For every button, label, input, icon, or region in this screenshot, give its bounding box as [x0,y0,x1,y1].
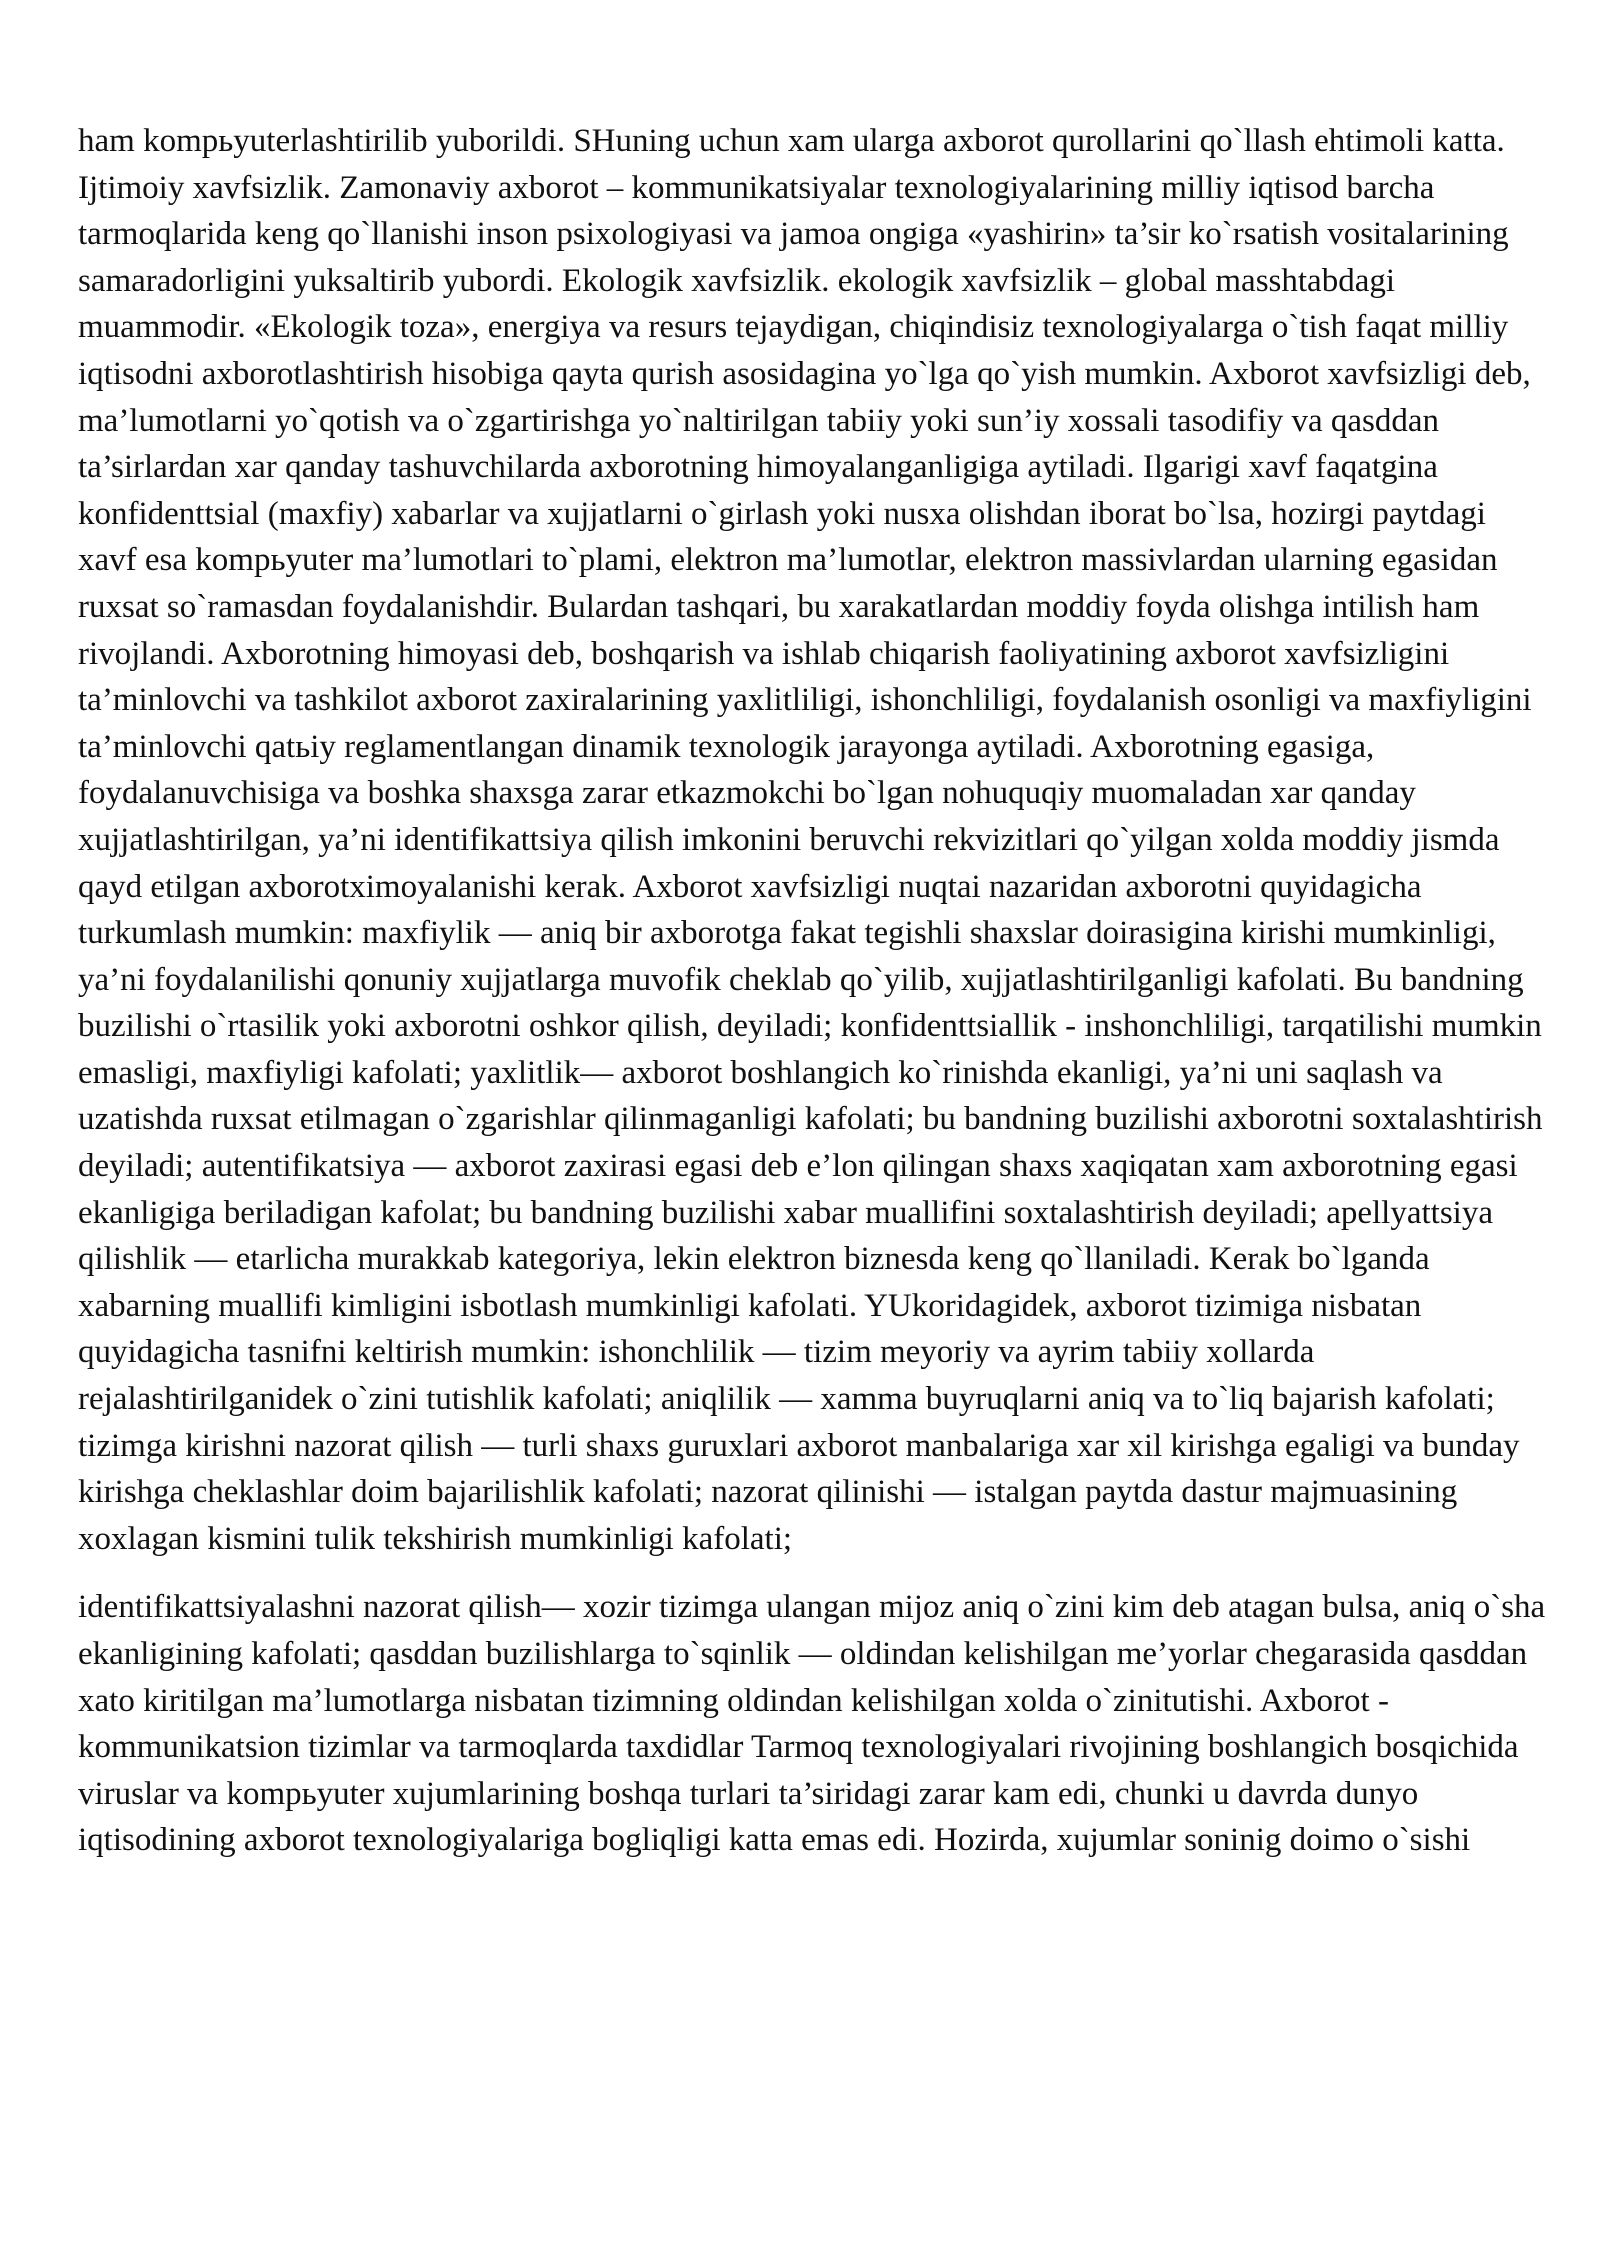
document-page [78,118,1548,1864]
paragraph-2: identifikattsiyalashni nazorat qilish— xozir tizimga ulangan mijoz aniq o`zini kim deb atagan bulsa, aniq o`sha ekanligining kafolati; qasddan buzilishlarga to`sqinlik — oldindan kelishilgan me’yorlar chegarasida qasddan xato kiritilgan ma’lumotlarga nisbatan tizimning oldindan kelishilgan xolda o`zinitutishi. Axborot - kommunikatsion tizimlar va tarmoqlarda taxdidlar Tarmoq texnologiyalari rivojining boshlangich bosqichida viruslar va kompьyuter xujumlarining boshqa turlari ta’siridagi zarar kam edi, chunki u davrda dunyo iqtisodining axborot texnologiyalariga bogliqligi katta emas edi. Hozirda, xujumlar soninig doimo o`sishi [78,1589,1546,1859]
paragraph-1: ham kompьyuterlashtirilib yuborildi. SHuning uchun xam ularga axborot qurollarini qo`llash ehtimoli katta. Ijtimoiy xavfsizlik. Zamonaviy axborot – kommunikatsiyalar texnologiyalarining milliy iqtisod barcha tarmoqlarida keng qo`llanishi inson psixologiyasi va jamoa ongiga «yashirin» ta’sir ko`rsatish vositalarining samaradorligini yuksaltirib yubordi. Ekologik xavfsizlik. ekologik xavfsizlik – global masshtabdagi muammodir. «Ekologik toza», energiya va resurs tejaydigan, chiqindisiz texnologiyalarga o`tish faqat milliy iqtisodni axborotlashtirish hisobiga qayta qurish asosidagina yo`lga qo`yish mumkin. Axborot xavfsizligi deb, ma’lumotlarni yo`qotish va o`zgartirishga yo`naltirilgan tabiiy yoki sun’iy xossali tasodifiy va qasddan ta’sirlardan xar qanday tashuvchilarda axborotning himoyalanganligiga aytiladi. Ilgarigi xavf faqatgina konfidenttsial (maxfiy) xabarlar va xujjatlarni o`girlash yoki nusxa olishdan iborat bo`lsa, hozirgi paytdagi xavf esa kompьyuter ma’lumotlari to`plami, elektron ma’lumotlar, elektron massivlardan ularning egasidan ruxsat so`ramasdan foydalanishdir. Bulardan tashqari, bu xarakatlardan moddiy foyda olishga intilish ham rivojlandi. Axborotning himoyasi deb, boshqarish va ishlab chiqarish faoliyatining axborot xavfsizligini ta’minlovchi va tashkilot axborot zaxiralarining yaxlitliligi, ishonchliligi, foydalanish osonligi va maxfiyligini ta’minlovchi qatьiy reglamentlangan dinamik texnologik jarayonga aytiladi. Axborotning egasiga, foydalanuvchisiga va boshka shaxsga zarar etkazmokchi bo`lgan nohuquqiy muomaladan xar qanday xujjatlashtirilgan, ya’ni identifikattsiya qilish imkonini beruvchi rekvizitlari qo`yilgan xolda moddiy jismda qayd etilgan axborotximoyalanishi kerak. Axborot xavfsizligi nuqtai nazaridan axborotni quyidagicha turkumlash mumkin: maxfiylik — aniq bir axborotga fakat tegishli shaxslar doirasigina kirishi mumkinligi, ya’ni foydalanilishi qonuniy xujjatlarga muvofik cheklab qo`yilib, xujjatlashtirilganligi kafolati. Bu bandning buzilishi o`rtasilik yoki axborotni oshkor qilish, deyiladi; konfidenttsiallik - inshonchliligi, tarqatilishi mumkin emasligi, maxfiyligi kafolati; yaxlitlik— axborot boshlangich ko`rinishda ekanligi, ya’ni uni saqlash va uzatishda ruxsat etilmagan o`zgarishlar qilinmaganligi kafolati; bu bandning buzilishi axborotni soxtalashtirish deyiladi; autentifikatsiya — axborot zaxirasi egasi deb e’lon qilingan shaxs xaqiqatan xam axborotning egasi ekanligiga beriladigan kafolat; bu bandning buzilishi xabar muallifini soxtalashtirish deyiladi; apellyattsiya qilishlik — etarlicha murakkab kategoriya, lekin elektron biznesda keng qo`llaniladi. Kerak bo`lganda xabarning muallifi kimligini isbotlash mumkinligi kafolati. YUkoridagidek, axborot tizimiga nisbatan quyidagicha tasnifni keltirish mumkin: ishonchlilik — tizim meyoriy va ayrim tabiiy xollarda rejalashtirilganidek o`zini tutishlik kafolati; aniqlilik — xamma buyruqlarni aniq va to`liq bajarish kafolati; tizimga kirishni nazorat qilish — turli shaxs guruxlari axborot manbalariga xar xil kirishga egaligi va bunday kirishga cheklashlar doim bajarilishlik kafolati; nazorat qilinishi — istalgan paytda dastur majmuasining xoxlagan kismini tulik tekshirish mumkinligi kafolati; [78,123,1543,1557]
